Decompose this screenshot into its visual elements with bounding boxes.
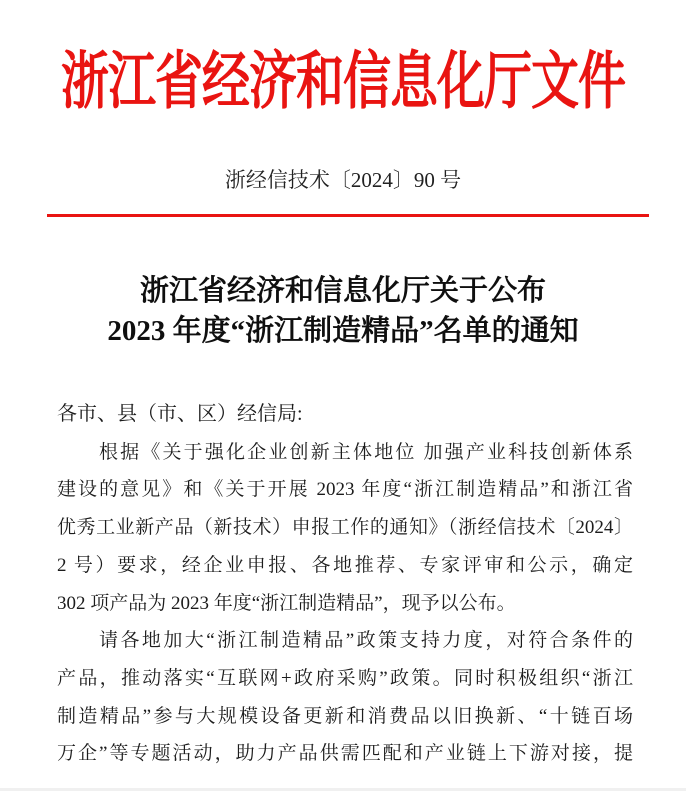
paragraph1-line: 2 号）要求，经企业申报、各地推荐、专家评审和公示，确定 [57, 554, 633, 576]
paragraph1-line: 根据《关于强化企业创新主体地位 加强产业科技创新体系 [99, 441, 633, 463]
paragraph1-line: 优秀工业新产品（新技术）申报工作的通知》（浙经信技术〔2024〕 [57, 517, 633, 539]
notice-title-line-2: 2023 年度“浙江制造精品”名单的通知 [107, 315, 579, 347]
paragraph2-line: 制造精品”参与大规模设备更新和消费品以旧换新、“十链百场 [57, 705, 633, 727]
notice-body [57, 396, 633, 773]
paragraph2-line: 万企”等专题活动，助力产品供需匹配和产业链上下游对接，提 [57, 743, 633, 765]
paragraph1-line: 建设的意见》和《关于开展 2023 年度“浙江制造精品”和浙江省 [57, 479, 633, 501]
salutation: 各市、县（市、区）经信局: [57, 403, 303, 425]
paragraph1-line: 302 项产品为 2023 年度“浙江制造精品”，现予以公布。 [57, 592, 516, 614]
paragraph2-line: 请各地加大“浙江制造精品”政策支持力度，对符合条件的 [99, 630, 633, 652]
notice-title-line-1: 浙江省经济和信息化厅关于公布 [139, 275, 546, 307]
document-number: 浙经信技术〔2024〕90 号 [224, 168, 462, 192]
letterhead-agency-title: 浙江省经济和信息化厅文件 [60, 47, 625, 117]
red-divider-rule [47, 214, 649, 217]
paragraph2-line: 产品，推动落实“互联网+政府采购”政策。同时积极组织“浙江 [57, 667, 633, 689]
notice-title [0, 271, 686, 351]
